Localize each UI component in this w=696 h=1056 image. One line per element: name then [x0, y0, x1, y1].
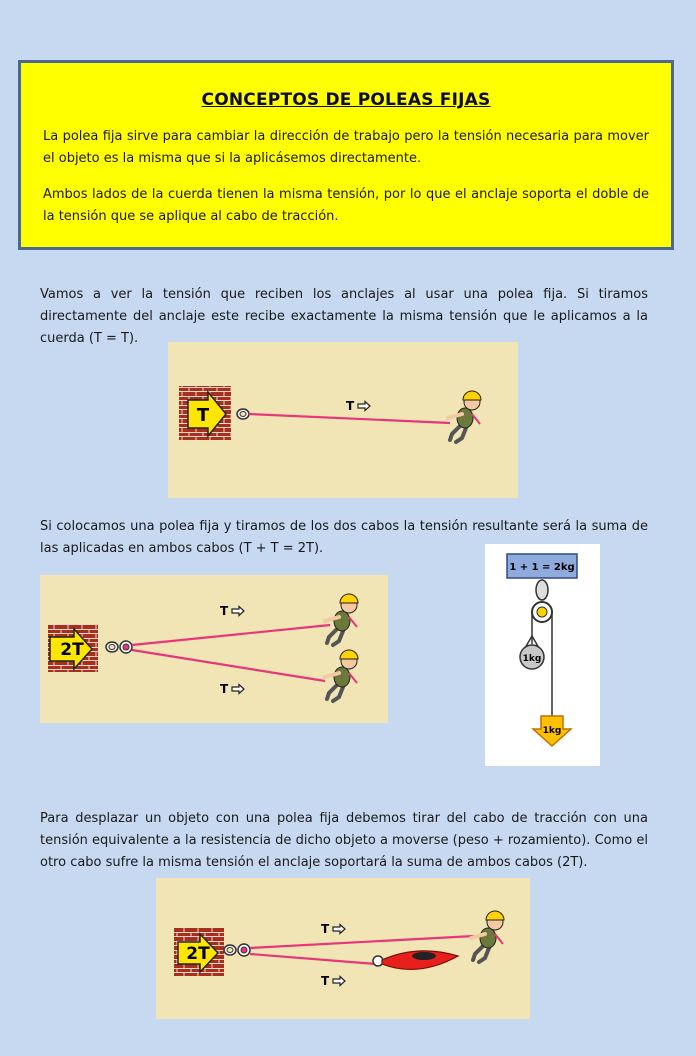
climber-icon	[471, 911, 504, 962]
rope	[249, 414, 450, 423]
carabiner-icon	[106, 642, 118, 652]
intro-paragraph-1: La polea fija sirve para cambiar la dirección de trabajo pero la tensión necesaria para mover el objeto es la misma que si la aplicásemos directamente.	[43, 129, 649, 166]
carabiner-icon	[224, 945, 236, 955]
rope-top-label: T	[220, 604, 229, 618]
rope-top	[250, 936, 474, 948]
tension-arrow-icon	[232, 607, 244, 616]
rope-top-label: T	[321, 922, 330, 936]
rope-bottom	[250, 954, 376, 964]
anchor-label: 2T	[186, 944, 210, 964]
rope-tension-label: T	[346, 399, 355, 413]
rope-bottom-label: T	[220, 682, 229, 696]
page-title: CONCEPTOS DE POLEAS FIJAS	[201, 90, 491, 110]
climber-icon	[448, 391, 481, 442]
rope-top	[132, 625, 330, 645]
rope-bottom	[132, 650, 325, 681]
kayak-pull-diagram	[156, 878, 530, 1019]
section2-text: Si colocamos una polea fija y tiramos de los dos cabos la tensión resultante será la suma de las aplicadas en ambos cabos (T + T = 2T).	[40, 519, 648, 556]
anchor-label: 2T	[60, 640, 84, 660]
carabiner-icon	[237, 409, 249, 419]
pull-weight-label: 1kg	[542, 726, 562, 736]
direct-pull-diagram	[168, 342, 518, 498]
section1-text: Vamos a ver la tensión que reciben los anclajes al usar una polea fija. Si tiramos directamente del anclaje este recibe exactamente la misma tensión que le aplicamos a la cuerda (T = T).	[40, 287, 648, 346]
anchor-label: T	[196, 405, 210, 426]
weight-pulley-diagram	[485, 544, 600, 766]
climber-icon	[325, 650, 358, 701]
rope-bottom-label: T	[321, 974, 330, 988]
tension-arrow-icon	[333, 925, 345, 934]
pulley-icon	[120, 641, 132, 653]
tension-arrow-icon	[358, 402, 370, 411]
concept-box	[18, 60, 674, 250]
total-weight-label: 1 + 1 = 2kg	[509, 562, 575, 573]
intro-paragraph-2: Ambos lados de la cuerda tienen la misma tensión, por lo que el anclaje soporta el doble de la tensión que se aplique al cabo de tracción.	[43, 187, 649, 224]
section3-text: Para desplazar un objeto con una polea fija debemos tirar del cabo de tracción con una tensión equivalente a la resistencia de dicho objeto a moverse (peso + rozamiento). Como el otro cabo sufre la misma tensión el anclaje soportará la suma de ambos cabos (2T).	[40, 811, 648, 870]
tension-arrow-icon	[333, 977, 345, 986]
kayak-icon	[373, 951, 458, 970]
pulley-icon	[238, 944, 250, 956]
weight-label: 1kg	[522, 654, 542, 664]
tension-arrow-icon	[232, 685, 244, 694]
double-pull-diagram	[40, 575, 388, 723]
carabiner-icon	[536, 580, 548, 600]
climber-icon	[325, 594, 358, 645]
